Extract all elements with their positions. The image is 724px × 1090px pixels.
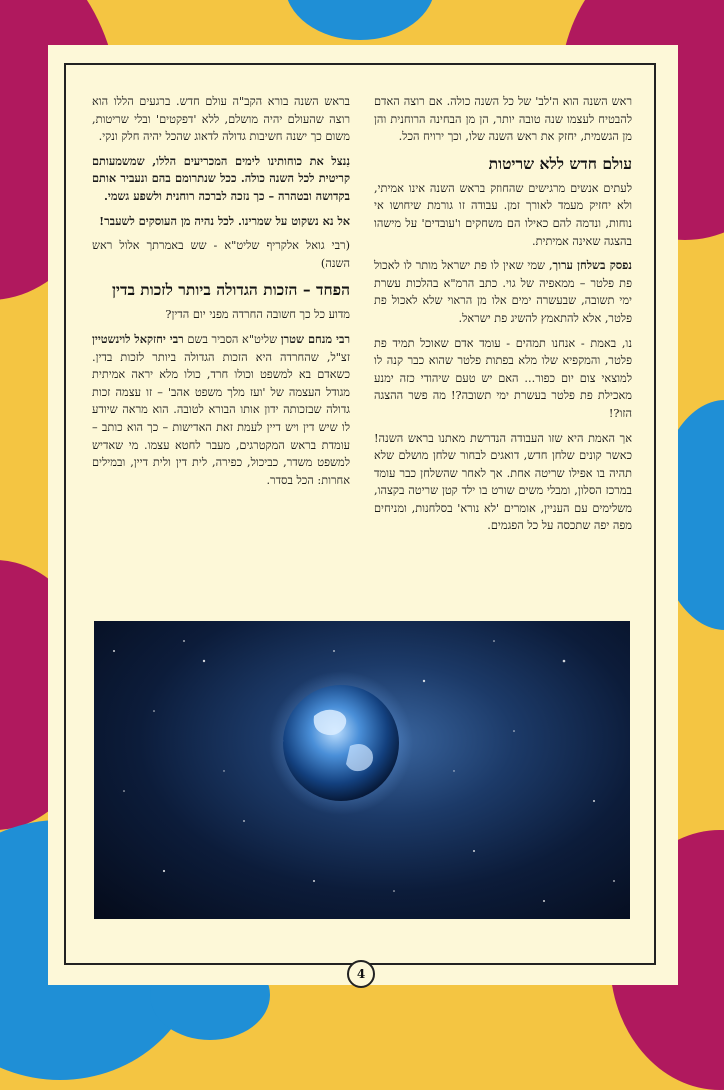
emphasis-text: נפסק בשלחן ערוך	[552, 258, 632, 273]
paragraph-text: זצ"ל, שהחרדה היא הזכות הגדולה ביותר לזכות בדין. כשאדם בא למשפט וכולו חרד, כולו מלא יראה אמיתית מגודל העצמה של 'ועז מלך משפט אהב' – זו עצמה זכות גדולה שבזכותה ידון אותו הבורא לטובה. הוא מראה שיודע לו שיש דין ויש דיין לעמת זאת האדישות – כך הוא כותב – עומדת בראש המקטרגים, מעבר לחטא עצמו. מי שאדיש למשפט משדר, כביכול, כפירה, לית דין ולית דיין, ובמילים אחרות: הכל בסדר.	[92, 350, 350, 487]
paragraph: לעתים אנשים מרגישים שהחוזק בראש השנה אינו אמיתי, ולא יחזיק מעמד לאורך זמן. עבודה זו גורמת שיחושו אי נוחות, ונדמה להם כאילו הם משחקים ו'עובדים' על מישהו בהצגה שאינה אמיתית.	[374, 181, 632, 248]
left-column	[92, 93, 350, 496]
decorative-blob	[285, 0, 435, 40]
document-page	[48, 45, 678, 985]
section-heading: הפחד – הזכות הגדולה ביותר לזכות בדין	[111, 280, 350, 300]
bold-paragraph: אל נא נשקוט על שמרינו. לכל נהיה מן העוסקים לשעבר!	[99, 213, 350, 228]
rabbi-name: רבי מנחם שטרן	[280, 331, 351, 346]
paragraph: נו, באמת - אנחנו תמהים - עומד אדם שאוכל תמיד פת פלטר, והמקפיא שלו מלא בפתות פלטר שהוא כבר קנה לו למוצאי צום יום כפור... האם יש טעם שיהודי כזה ימנע מאכילת פת פלטר בעשרת ימי תשובה?! מה פשר ההצגה הזו?!	[374, 336, 632, 420]
paragraph: בראש השנה בורא הקב"ה עולם חדש. ברגעים הללו הוא רוצה שהעולם יהיה מושלם, ללא 'דפקטים' ובלי שריטות, משום כך ישנה חשיבות גדולה לדאוג שהכל יהיה חלק ונקי.	[92, 95, 350, 144]
paragraph: ראש השנה הוא ה'לב' של כל השנה כולה. אם רוצה האדם להבטיח לעצמו שנה טובה יותר, הן מן הבחינה הרוחנית והן מן הגשמית, יחזק את ראש השנה שלו, וכך ירויח הכל.	[374, 95, 632, 144]
earth-illustration	[94, 621, 630, 919]
section-heading: עולם חדש ללא שריטות	[488, 153, 632, 173]
right-column	[374, 93, 632, 542]
paragraph: מדוע כל כך חשובה החרדה מפני יום הדין?	[165, 308, 350, 322]
text-columns	[92, 93, 632, 653]
paragraph: אך האמת היא שזו העבודה הנדרשת מאתנו בראש השנה! כאשר קונים שלחן חדש, דואגים לבחור שלחן מושלם שלא תהיה בו אפילו שריטה אחת. אך לאחר שהשלחן כבר עומד במרכז הסלון, ומבלי משים שורט בו ילד קטן שריטה בקצהו, משלימים עם העניין, אומרים 'לא נורא' בסלחנות, ומניחים מפה יפה שתכסה על כל הפגמים.	[374, 431, 632, 533]
source-citation: (רבי גואל אלקריף שליט"א - שש באמרתך אלול ראש השנה)	[92, 239, 350, 270]
rabbi-name: רבי יחזקאל לוינשטיין	[92, 331, 184, 346]
earth-space-image	[94, 621, 630, 919]
paragraph	[374, 257, 632, 327]
bold-paragraph: נִנצל את כוחותינו לימים המכריעים הללו, שמשמעותם קריטית לכל השנה כולה. ככל שנתרומם בהם ונעביר אותם בקדושה ובטהרה – כך נזכה לברכה רוחנית ולשפע גשמי.	[92, 153, 350, 203]
paragraph-text: , שמי שאין לו פת ישראל מותר לו לאכול פת פלטר – ממאפיה של גוי. כתב הרמ"א בהלכות עשרת ימי תשובה, שבעשרה ימים אלו מן הראוי שלא לאכול פת פלטר, אלא להתאמץ להשיג פת ישראל.	[374, 259, 632, 325]
paragraph-text: שליט"א הסביר בשם	[183, 332, 281, 346]
paragraph	[92, 331, 350, 489]
page-number: 4	[347, 960, 375, 988]
